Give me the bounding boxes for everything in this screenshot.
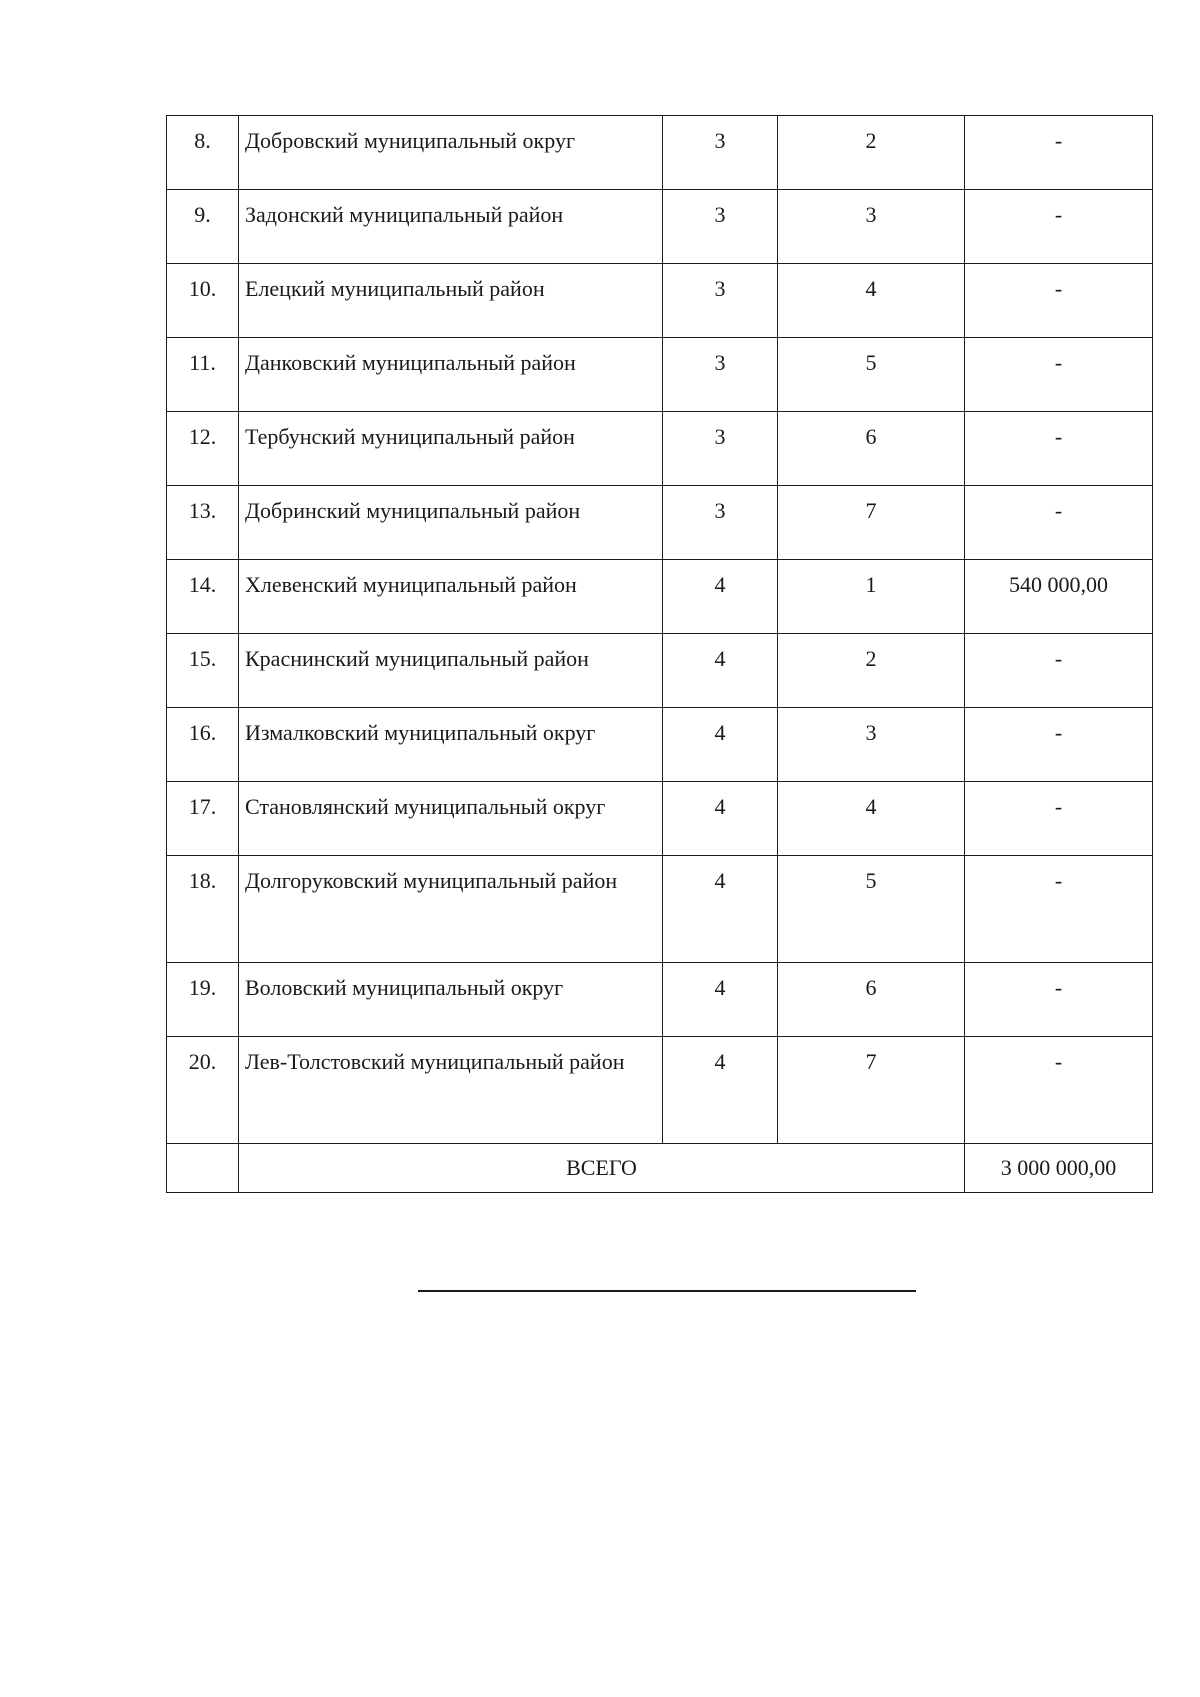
closing-rule-line xyxy=(418,1290,916,1292)
group-cell: 4 xyxy=(663,634,778,708)
table-row xyxy=(167,963,1153,1037)
municipality-cell: Добровский муниципальный округ xyxy=(239,116,663,190)
rank-cell: 3 xyxy=(778,190,965,264)
municipality-cell: Лев-Толстовский муниципальный район xyxy=(239,1037,663,1144)
amount-cell: - xyxy=(965,634,1153,708)
amount-cell: 540 000,00 xyxy=(965,560,1153,634)
table-row xyxy=(167,856,1153,963)
amount-cell: - xyxy=(965,708,1153,782)
rank-cell: 4 xyxy=(778,782,965,856)
municipality-cell: Добринский муниципальный район xyxy=(239,486,663,560)
rank-cell: 6 xyxy=(778,963,965,1037)
table-row xyxy=(167,412,1153,486)
total-amount: 3 000 000,00 xyxy=(965,1144,1153,1193)
table-row xyxy=(167,708,1153,782)
row-number-cell: 17. xyxy=(167,782,239,856)
row-number-cell: 8. xyxy=(167,116,239,190)
row-number-cell: 18. xyxy=(167,856,239,963)
municipality-cell: Тербунский муниципальный район xyxy=(239,412,663,486)
group-cell: 4 xyxy=(663,708,778,782)
allocation-table xyxy=(166,115,1153,1193)
table-row xyxy=(167,560,1153,634)
municipality-cell: Хлевенский муниципальный район xyxy=(239,560,663,634)
row-number-cell: 9. xyxy=(167,190,239,264)
row-number-cell: 19. xyxy=(167,963,239,1037)
municipality-cell: Долгоруковский муниципальный район xyxy=(239,856,663,963)
row-number-cell: 13. xyxy=(167,486,239,560)
group-cell: 3 xyxy=(663,116,778,190)
amount-cell: - xyxy=(965,856,1153,963)
table-row xyxy=(167,190,1153,264)
row-number-cell: 12. xyxy=(167,412,239,486)
table-row xyxy=(167,338,1153,412)
municipality-cell: Измалковский муниципальный округ xyxy=(239,708,663,782)
group-cell: 3 xyxy=(663,338,778,412)
amount-cell: - xyxy=(965,486,1153,560)
group-cell: 3 xyxy=(663,264,778,338)
municipality-cell: Воловский муниципальный округ xyxy=(239,963,663,1037)
table-row xyxy=(167,634,1153,708)
group-cell: 4 xyxy=(663,856,778,963)
municipality-cell: Краснинский муниципальный район xyxy=(239,634,663,708)
rank-cell: 5 xyxy=(778,338,965,412)
municipality-cell: Данковский муниципальный район xyxy=(239,338,663,412)
group-cell: 4 xyxy=(663,560,778,634)
rank-cell: 5 xyxy=(778,856,965,963)
rank-cell: 4 xyxy=(778,264,965,338)
amount-cell: - xyxy=(965,116,1153,190)
group-cell: 3 xyxy=(663,412,778,486)
rank-cell: 2 xyxy=(778,634,965,708)
rank-cell: 6 xyxy=(778,412,965,486)
table-row xyxy=(167,1037,1153,1144)
row-number-cell: 11. xyxy=(167,338,239,412)
row-number-cell: 20. xyxy=(167,1037,239,1144)
amount-cell: - xyxy=(965,1037,1153,1144)
municipality-cell: Елецкий муниципальный район xyxy=(239,264,663,338)
amount-cell: - xyxy=(965,338,1153,412)
total-label: ВСЕГО xyxy=(239,1144,965,1193)
total-row xyxy=(167,1144,1153,1193)
rank-cell: 2 xyxy=(778,116,965,190)
amount-cell: - xyxy=(965,190,1153,264)
row-number-cell: 14. xyxy=(167,560,239,634)
row-number-cell: 10. xyxy=(167,264,239,338)
amount-cell: - xyxy=(965,782,1153,856)
rank-cell: 1 xyxy=(778,560,965,634)
table-row xyxy=(167,264,1153,338)
amount-cell: - xyxy=(965,264,1153,338)
group-cell: 3 xyxy=(663,190,778,264)
rank-cell: 3 xyxy=(778,708,965,782)
table-row xyxy=(167,486,1153,560)
amount-cell: - xyxy=(965,412,1153,486)
group-cell: 3 xyxy=(663,486,778,560)
amount-cell: - xyxy=(965,963,1153,1037)
group-cell: 4 xyxy=(663,1037,778,1144)
rank-cell: 7 xyxy=(778,486,965,560)
row-number-cell: 16. xyxy=(167,708,239,782)
municipality-cell: Задонский муниципальный район xyxy=(239,190,663,264)
group-cell: 4 xyxy=(663,782,778,856)
table-row xyxy=(167,116,1153,190)
row-number-cell: 15. xyxy=(167,634,239,708)
table-row xyxy=(167,782,1153,856)
group-cell: 4 xyxy=(663,963,778,1037)
municipality-cell: Становлянский муниципальный округ xyxy=(239,782,663,856)
total-empty-cell xyxy=(167,1144,239,1193)
rank-cell: 7 xyxy=(778,1037,965,1144)
